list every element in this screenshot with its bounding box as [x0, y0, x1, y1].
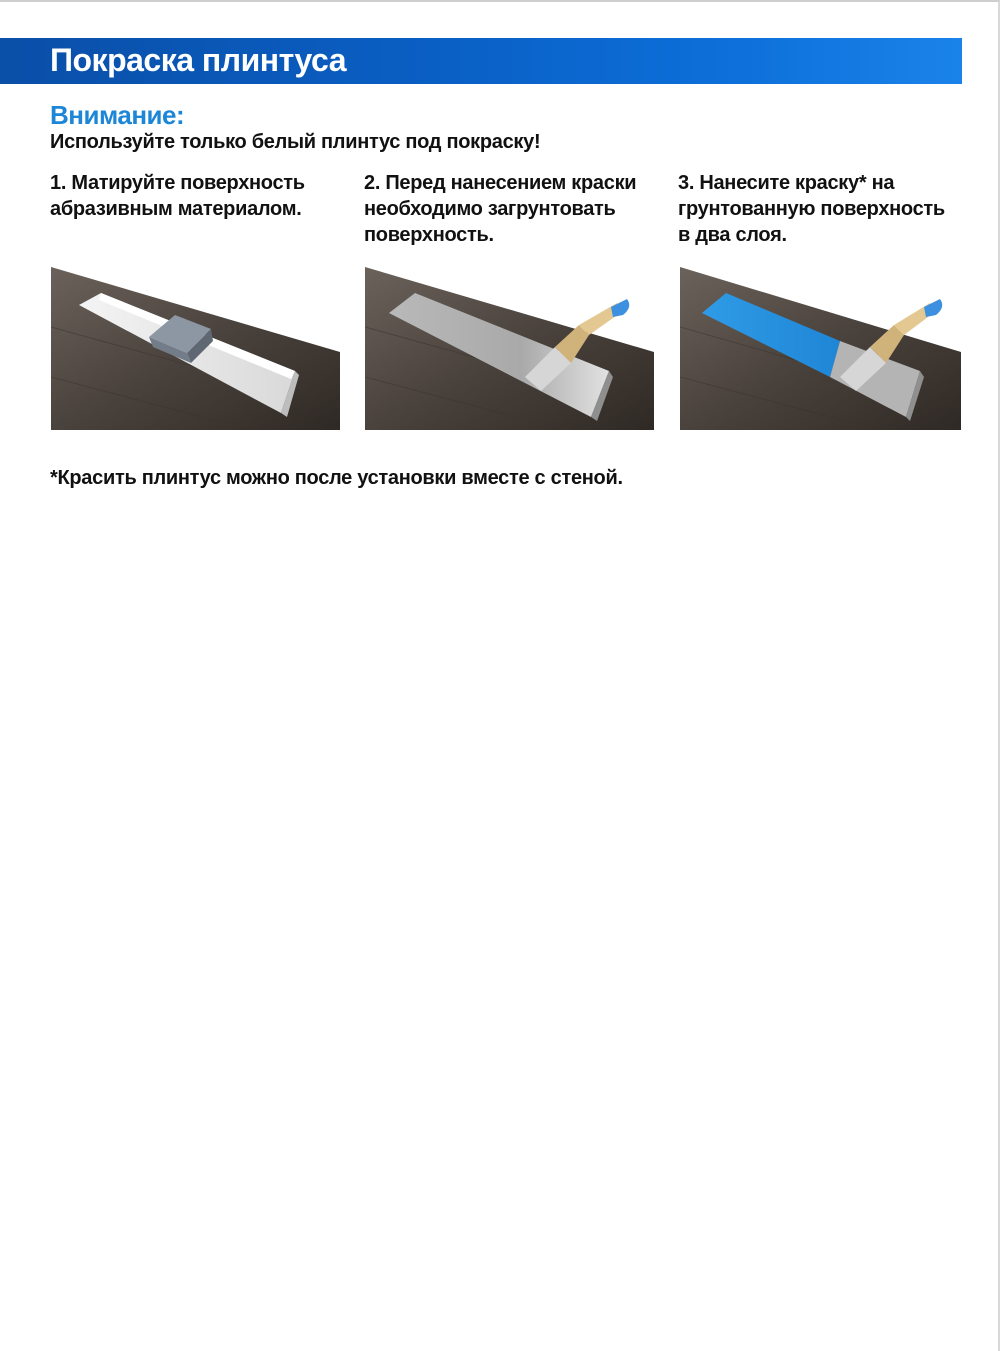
step-2-image: [365, 267, 654, 430]
step-3-caption-line-2: грунтованную поверхность: [678, 198, 945, 220]
primer-brush-on-baseboard-icon: [365, 267, 654, 430]
step-1-caption-line-1: 1. Матируйте поверхность: [50, 172, 305, 194]
step-2-caption-line-1: 2. Перед нанесением краски: [364, 172, 637, 194]
step-2-caption: [364, 170, 664, 248]
step-2-caption-line-3: поверхность.: [364, 224, 494, 246]
sanding-block-on-baseboard-icon: [51, 267, 340, 430]
attention-text: Используйте только белый плинтус под покраску!: [50, 131, 541, 153]
step-3-caption-line-3: в два слоя.: [678, 224, 787, 246]
paint-brush-on-blue-baseboard-icon: [680, 267, 961, 430]
step-3-image: [680, 267, 961, 430]
step-2-caption-line-2: необходимо загрунтовать: [364, 198, 616, 220]
step-1-caption-line-2: абразивным материалом.: [50, 198, 302, 220]
footnote: *Красить плинтус можно после установки вместе с стеной.: [50, 467, 623, 489]
step-1-caption: [50, 170, 350, 222]
step-3-caption-line-1: 3. Нанесите краску* на: [678, 172, 895, 194]
step-1-image: [51, 267, 340, 430]
step-3-caption: [678, 170, 978, 248]
title-bar: [0, 38, 962, 84]
attention-heading: Внимание:: [50, 100, 185, 130]
page-title: Покраска плинтуса: [50, 42, 347, 78]
